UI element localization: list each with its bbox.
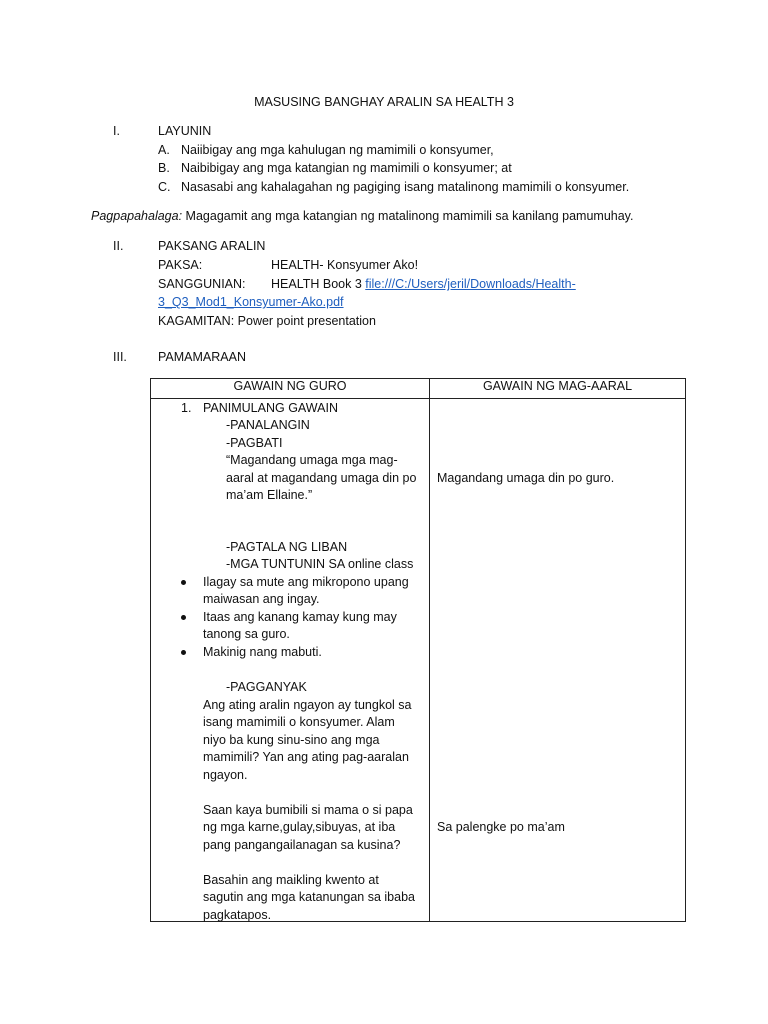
rule-text: tanong sa guro. [203,627,290,641]
table-header-row [151,379,686,399]
bullet-icon [181,580,186,585]
sanggunian-line [271,277,576,291]
valuing-text: Magagamit ang mga katangian ng matalinong mamimili sa kanilang pamumuhay. [185,209,634,223]
objective-b-letter: B. [158,161,170,175]
question-line: pang pangangailanagan sa kusina? [203,838,401,852]
section-1-heading: LAYUNIN [158,124,212,138]
section-1-numeral: I. [113,124,120,138]
motivation-line: Ang ating aralin ngayon ay tungkol sa [203,698,412,712]
mga-tuntunin: -MGA TUNTUNIN SA online class [226,557,414,571]
header-student: GAWAIN NG MAG-AARAL [430,379,686,399]
objective-b-text: Naibibigay ang mga katangian ng mamimili o konsyumer; at [181,161,512,175]
objective-a-text: Naiibigay ang mga kahulugan ng mamimili o konsyumer, [181,143,494,157]
objective-c-text: Nasasabi ang kahalagahan ng pagiging isang matalinong mamimili o konsyumer. [181,180,630,194]
rule-text: Makinig nang mabuti. [203,645,322,659]
greeting-line: ma’am Ellaine.” [226,488,313,502]
question-line: ng mga karne,gulay,sibuyas, at iba [203,820,396,834]
section-3-heading: PAMAMARAAN [158,350,246,364]
question-line: Saan kaya bumibili si mama o si papa [203,803,413,817]
reference-link-part-2[interactable]: 3_Q3_Mod1_Konsyumer-Ako.pdf [158,295,344,309]
reading-line: pagkatapos. [203,908,272,922]
student-activity-cell [430,399,686,922]
section-3-numeral: III. [113,350,127,364]
pagtala-ng-liban: -PAGTALA NG LIBAN [226,540,348,554]
motivation-line: mamimili? Yan ang ating pag-aaralan [203,750,409,764]
reference-link-continued[interactable] [158,295,344,309]
paksa-label: PAKSA: [158,258,203,272]
student-reply-greeting: Magandang umaga din po guro. [437,471,615,485]
reading-line: sagutin ang mga katanungan sa ibaba [203,890,415,904]
rule-text: Itaas ang kanang kamay kung may [203,610,397,624]
greeting-line: “Magandang umaga mga mag- [226,453,398,467]
motivation-line: isang mamimili o konsyumer. Alam [203,715,395,729]
panalangin: -PANALANGIN [226,418,310,432]
section-2-heading: PAKSANG ARALIN [158,239,266,253]
reading-line: Basahin ang maikling kwento at [203,873,379,887]
procedure-table [150,378,686,922]
kagamitan-line [158,314,376,328]
table-row [151,399,686,922]
reference-link[interactable]: file:///C:/Users/jeril/Downloads/Health- [365,277,576,291]
greeting-line: aaral at magandang umaga din po [226,471,417,485]
motivation-line: niyo ba kung sinu-sino ang mga [203,733,380,747]
objective-a-letter: A. [158,143,170,157]
teacher-activity-cell [151,399,430,922]
valuing-line [91,209,633,223]
bullet-icon [181,615,186,620]
step-title: PANIMULANG GAWAIN [203,401,338,415]
section-2-numeral: II. [113,239,124,253]
motivation-line: ngayon. [203,768,248,782]
document-title: MASUSING BANGHAY ARALIN SA HEALTH 3 [254,95,514,109]
header-teacher: GAWAIN NG GURO [151,379,430,399]
valuing-label: Pagpapahalaga: [91,209,183,223]
step-number: 1. [181,401,192,415]
rule-text: Ilagay sa mute ang mikropono upang [203,575,409,589]
pagganyak: -PAGGANYAK [226,680,307,694]
objective-c-letter: C. [158,180,171,194]
kagamitan-label: KAGAMITAN: [158,314,235,328]
bullet-icon [181,650,186,655]
rule-text: maiwasan ang ingay. [203,592,320,606]
pagbati: -PAGBATI [226,436,283,450]
student-reply-palengke: Sa palengke po ma’am [437,820,565,834]
sanggunian-label: SANGGUNIAN: [158,277,246,291]
sanggunian-value: HEALTH Book 3 [271,277,362,291]
kagamitan-value: Power point presentation [237,314,376,328]
paksa-value: HEALTH- Konsyumer Ako! [271,258,419,272]
